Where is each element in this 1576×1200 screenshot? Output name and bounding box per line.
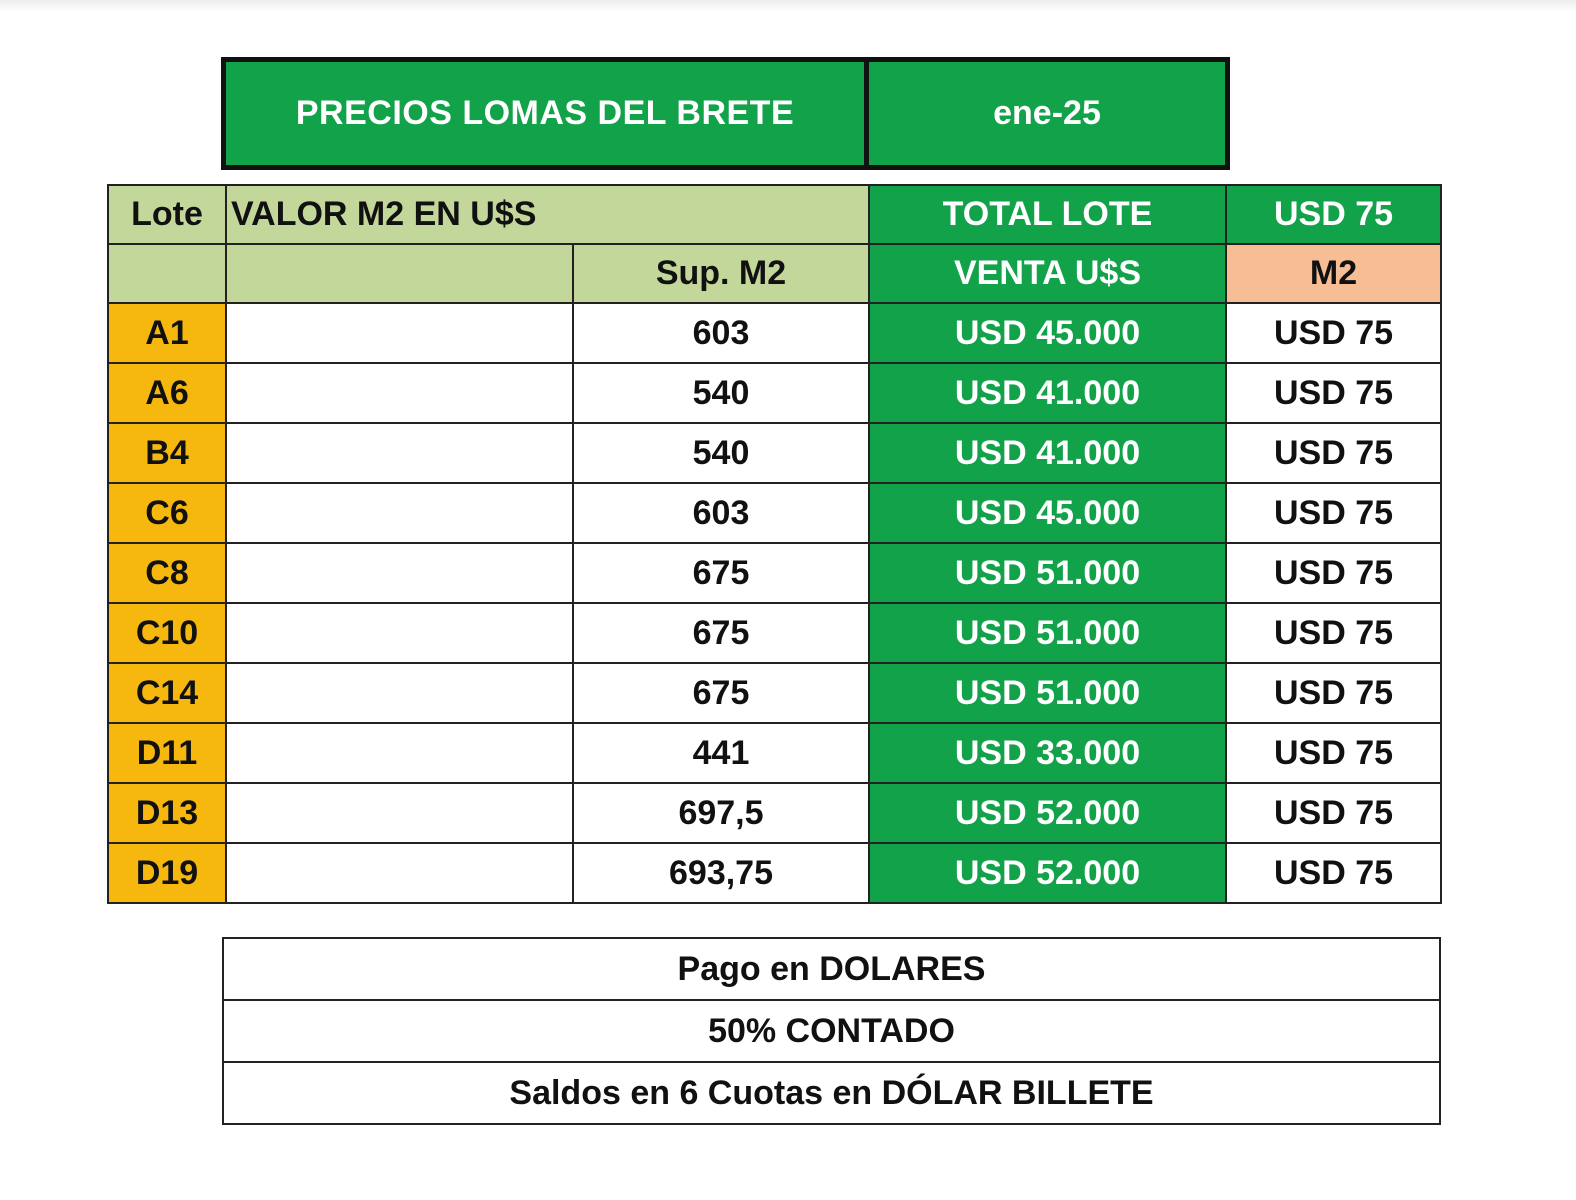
venta-cell: USD 41.000 <box>869 423 1226 483</box>
valor-cell-empty <box>226 483 573 543</box>
valor-cell-empty <box>226 543 573 603</box>
header-row-1 <box>108 185 1441 244</box>
lote-cell: C10 <box>108 603 226 663</box>
sup-cell: 603 <box>573 303 869 363</box>
table-row <box>108 723 1441 783</box>
venta-cell: USD 51.000 <box>869 603 1226 663</box>
sup-cell: 675 <box>573 663 869 723</box>
valor-m2-header: VALOR M2 EN U$S <box>226 185 869 244</box>
title-banner <box>221 57 1230 170</box>
venta-cell: USD 41.000 <box>869 363 1226 423</box>
m2-price-cell: USD 75 <box>1226 423 1441 483</box>
sup-cell: 697,5 <box>573 783 869 843</box>
valor-cell-empty <box>226 663 573 723</box>
m2-price-cell: USD 75 <box>1226 843 1441 903</box>
m2-price-cell: USD 75 <box>1226 783 1441 843</box>
lote-cell: A1 <box>108 303 226 363</box>
valor-cell-empty <box>226 603 573 663</box>
table-row <box>108 603 1441 663</box>
m2-price-cell: USD 75 <box>1226 303 1441 363</box>
lote-cell: C14 <box>108 663 226 723</box>
note-installments: Saldos en 6 Cuotas en DÓLAR BILLETE <box>223 1062 1440 1124</box>
sup-m2-header: Sup. M2 <box>573 244 869 303</box>
m2-price-cell: USD 75 <box>1226 363 1441 423</box>
sup-cell: 693,75 <box>573 843 869 903</box>
venta-cell: USD 45.000 <box>869 303 1226 363</box>
m2-header: M2 <box>1226 244 1441 303</box>
venta-cell: USD 52.000 <box>869 843 1226 903</box>
table-row <box>108 663 1441 723</box>
m2-price-cell: USD 75 <box>1226 603 1441 663</box>
valor-cell-empty <box>226 303 573 363</box>
table-row <box>108 543 1441 603</box>
valor-cell-empty <box>226 723 573 783</box>
table-row <box>108 303 1441 363</box>
table-row <box>108 483 1441 543</box>
valor-cell-empty <box>226 423 573 483</box>
total-lote-header: TOTAL LOTE <box>869 185 1226 244</box>
m2-price-cell: USD 75 <box>1226 543 1441 603</box>
table-row <box>108 423 1441 483</box>
venta-cell: USD 33.000 <box>869 723 1226 783</box>
top-shadow-bar <box>0 0 1576 12</box>
m2-price-cell: USD 75 <box>1226 723 1441 783</box>
venta-cell: USD 51.000 <box>869 663 1226 723</box>
sup-cell: 441 <box>573 723 869 783</box>
venta-cell: USD 45.000 <box>869 483 1226 543</box>
venta-cell: USD 51.000 <box>869 543 1226 603</box>
page-title: PRECIOS LOMAS DEL BRETE <box>226 62 869 165</box>
sup-cell: 603 <box>573 483 869 543</box>
sup-cell: 675 <box>573 543 869 603</box>
table-body <box>108 303 1441 903</box>
payment-notes <box>222 937 1441 1125</box>
valor-subheader-empty <box>226 244 573 303</box>
lote-cell: B4 <box>108 423 226 483</box>
note-payment-currency: Pago en DOLARES <box>223 938 1440 1000</box>
m2-price-cell: USD 75 <box>1226 663 1441 723</box>
valor-cell-empty <box>226 843 573 903</box>
price-table <box>107 184 1442 904</box>
valor-cell-empty <box>226 363 573 423</box>
table-row <box>108 783 1441 843</box>
lote-subheader-empty <box>108 244 226 303</box>
note-down-payment: 50% CONTADO <box>223 1000 1440 1062</box>
lote-cell: A6 <box>108 363 226 423</box>
m2-price-cell: USD 75 <box>1226 483 1441 543</box>
lote-cell: D11 <box>108 723 226 783</box>
price-m2-header-value: USD 75 <box>1226 185 1441 244</box>
header-row-2 <box>108 244 1441 303</box>
table-row <box>108 363 1441 423</box>
lote-cell: D19 <box>108 843 226 903</box>
lote-cell: C8 <box>108 543 226 603</box>
sup-cell: 540 <box>573 423 869 483</box>
lote-header: Lote <box>108 185 226 244</box>
lote-cell: D13 <box>108 783 226 843</box>
lote-cell: C6 <box>108 483 226 543</box>
valor-cell-empty <box>226 783 573 843</box>
table-row <box>108 843 1441 903</box>
title-date: ene-25 <box>993 94 1101 132</box>
venta-header: VENTA U$S <box>869 244 1226 303</box>
sup-cell: 540 <box>573 363 869 423</box>
venta-cell: USD 52.000 <box>869 783 1226 843</box>
sup-cell: 675 <box>573 603 869 663</box>
